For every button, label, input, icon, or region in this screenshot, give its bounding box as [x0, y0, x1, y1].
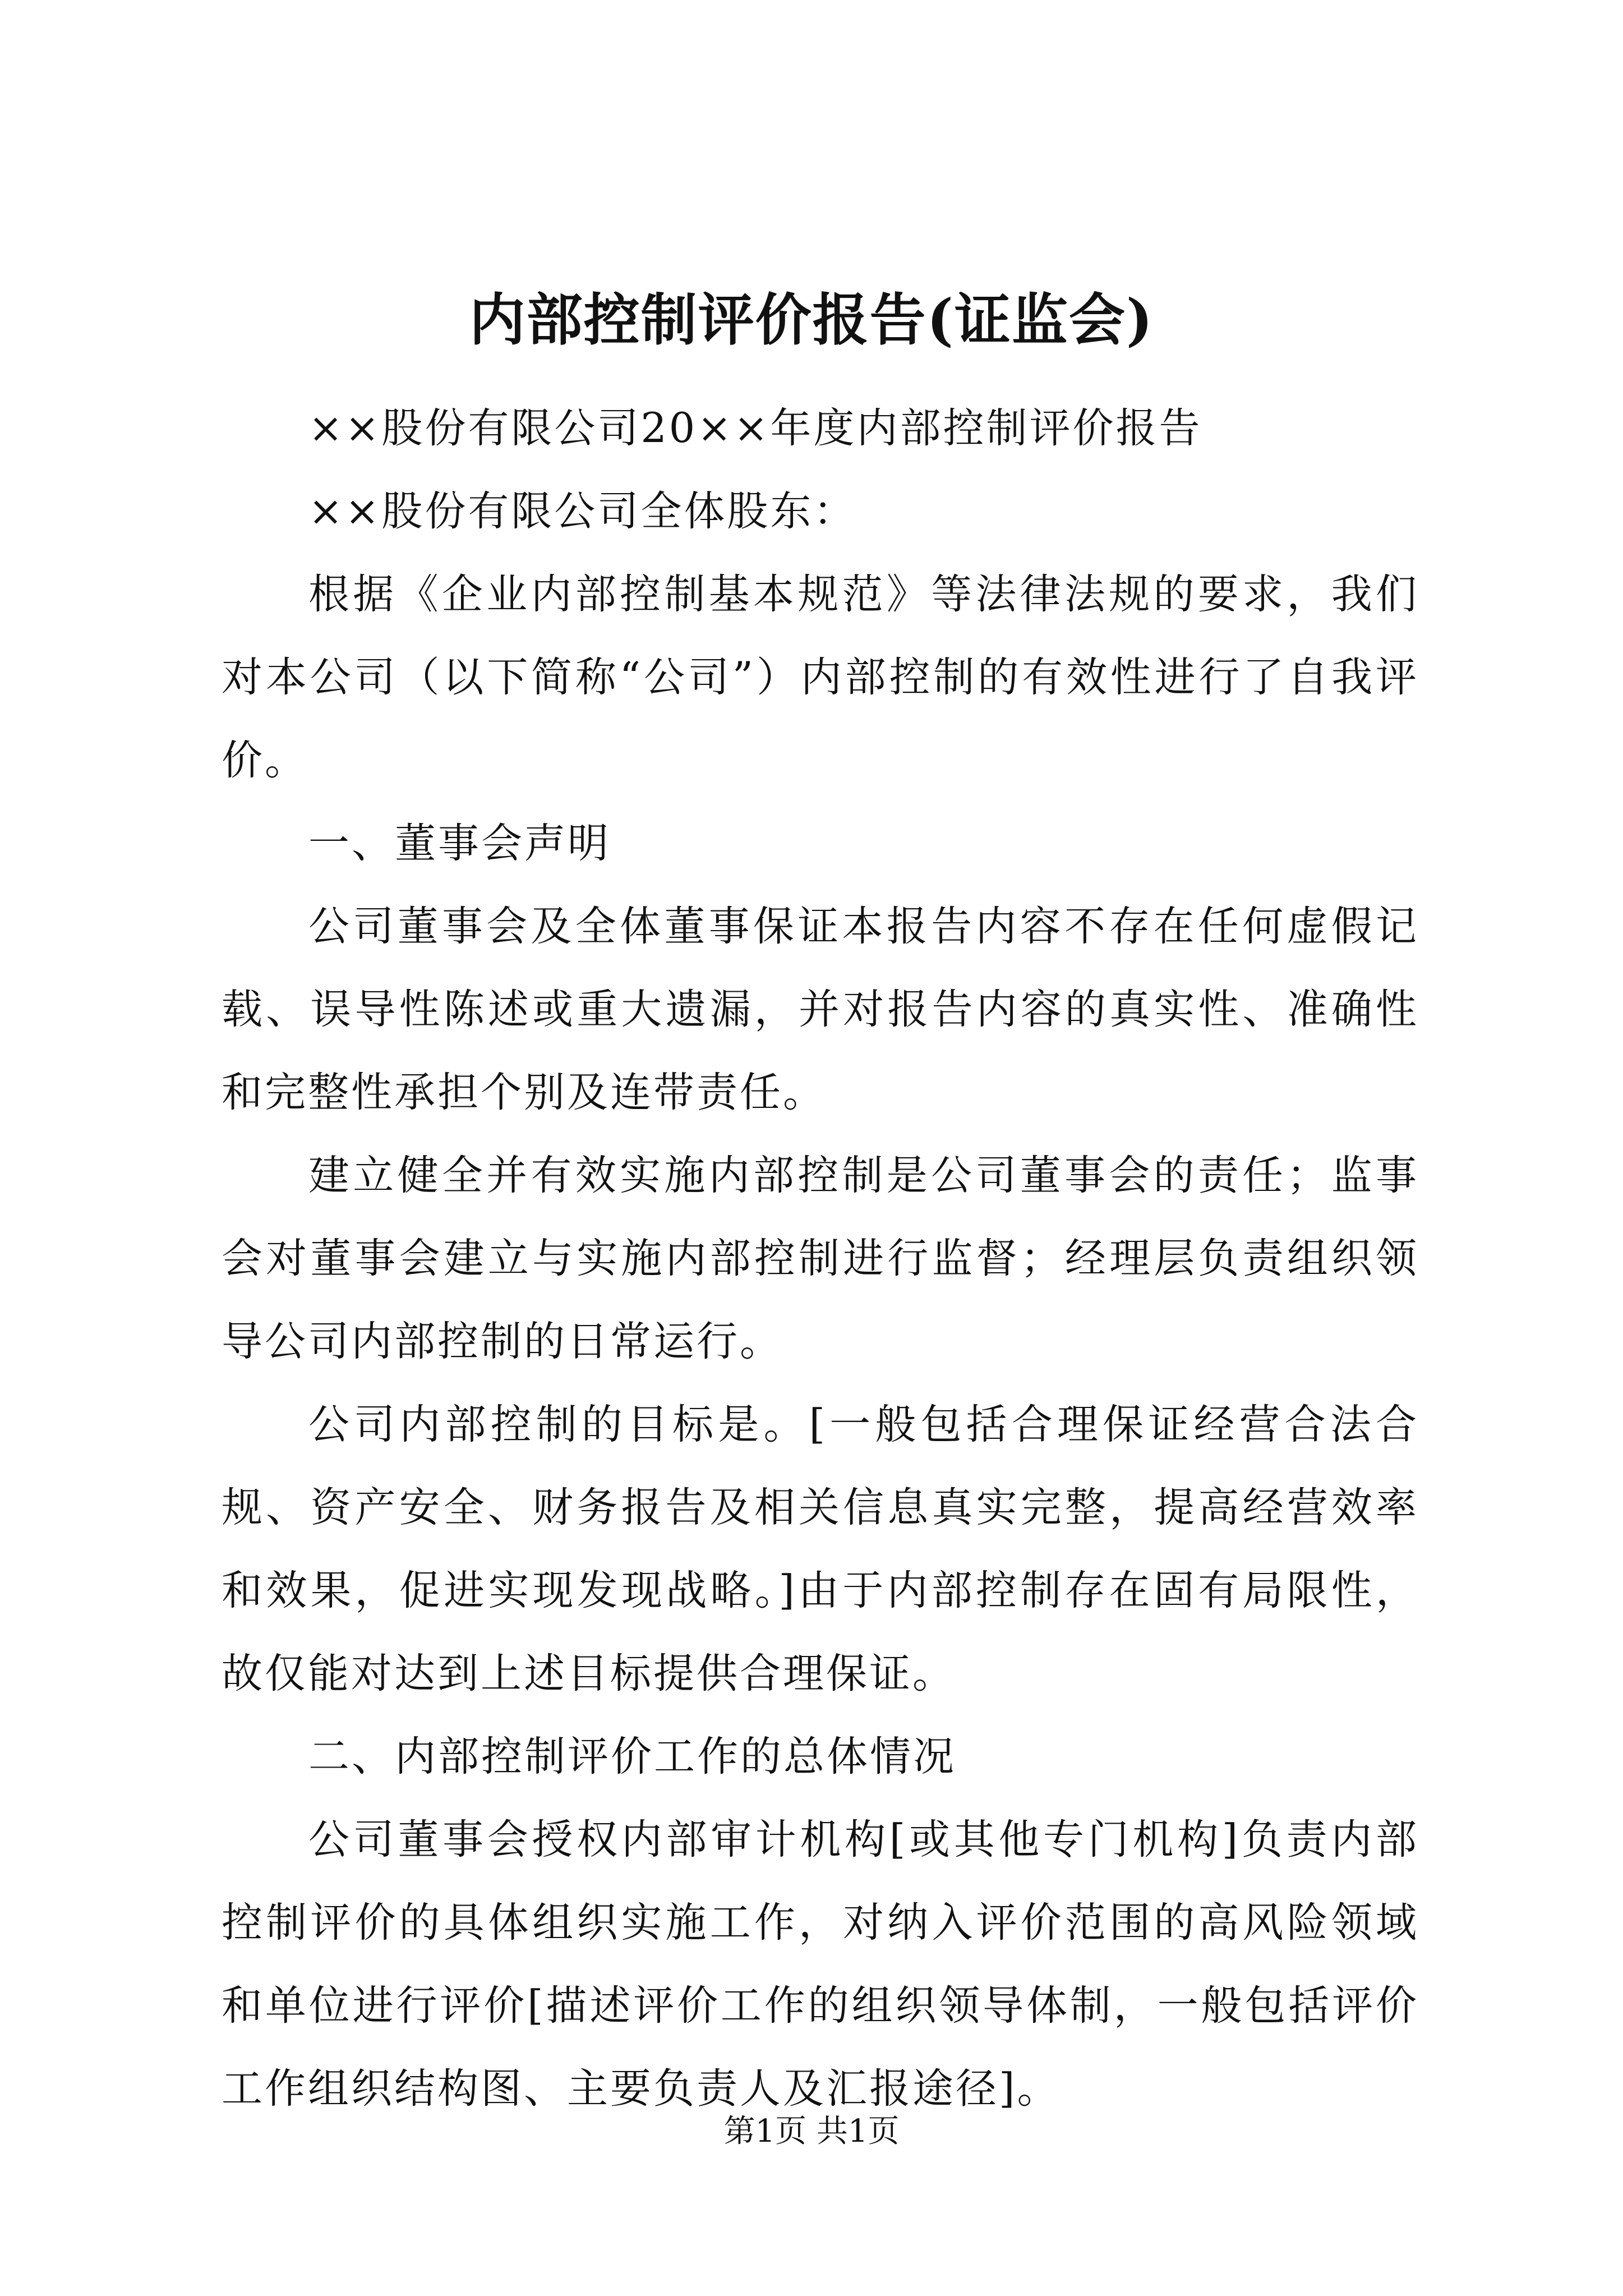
section-heading-overall-evaluation: 二、内部控制评价工作的总体情况 [308, 1733, 956, 1780]
document-body [222, 387, 1419, 2131]
document-title: 内部控制评价报告(证监会) [469, 287, 1154, 353]
board-guarantee-paragraph: 公司董事会及全体董事保证本报告内容不存在任何虚假记载、误导性陈述或重大遗漏，并对报告内容的真实性、准确性和完整性承担个别及连带责任。 [222, 903, 1419, 1116]
evaluation-organization-paragraph: 公司董事会授权内部审计机构[或其他专门机构]负责内部控制评价的具体组织实施工作，对纳入评价范围的高风险领域和单位进行评价[描述评价工作的组织领导体制，一般包括评价工作组织结构图、主要负责人及汇报途径]。 [222, 1816, 1419, 2113]
report-subtitle: ××股份有限公司20××年度内部控制评价报告 [308, 404, 1202, 452]
control-objectives-paragraph: 公司内部控制的目标是。[一般包括合理保证经营合法合规、资产安全、财务报告及相关信息真实完整，提高经营效率和效果，促进实现发现战略。]由于内部控制存在固有局限性，故仅能对达到上述目标提供合理保证。 [222, 1401, 1419, 1697]
intro-paragraph: 根据《企业内部控制基本规范》等法律法规的要求，我们对本公司（以下简称“公司”）内部控制的有效性进行了自我评价。 [222, 570, 1419, 784]
salutation: ××股份有限公司全体股东： [308, 487, 857, 535]
section-heading-board-statement: 一、董事会声明 [308, 820, 611, 867]
page-number-footer: 第1页 共1页 [723, 2113, 900, 2150]
responsibility-paragraph: 建立健全并有效实施内部控制是公司董事会的责任；监事会对董事会建立与实施内部控制进行监督；经理层负责组织领导公司内部控制的日常运行。 [222, 1152, 1419, 1365]
